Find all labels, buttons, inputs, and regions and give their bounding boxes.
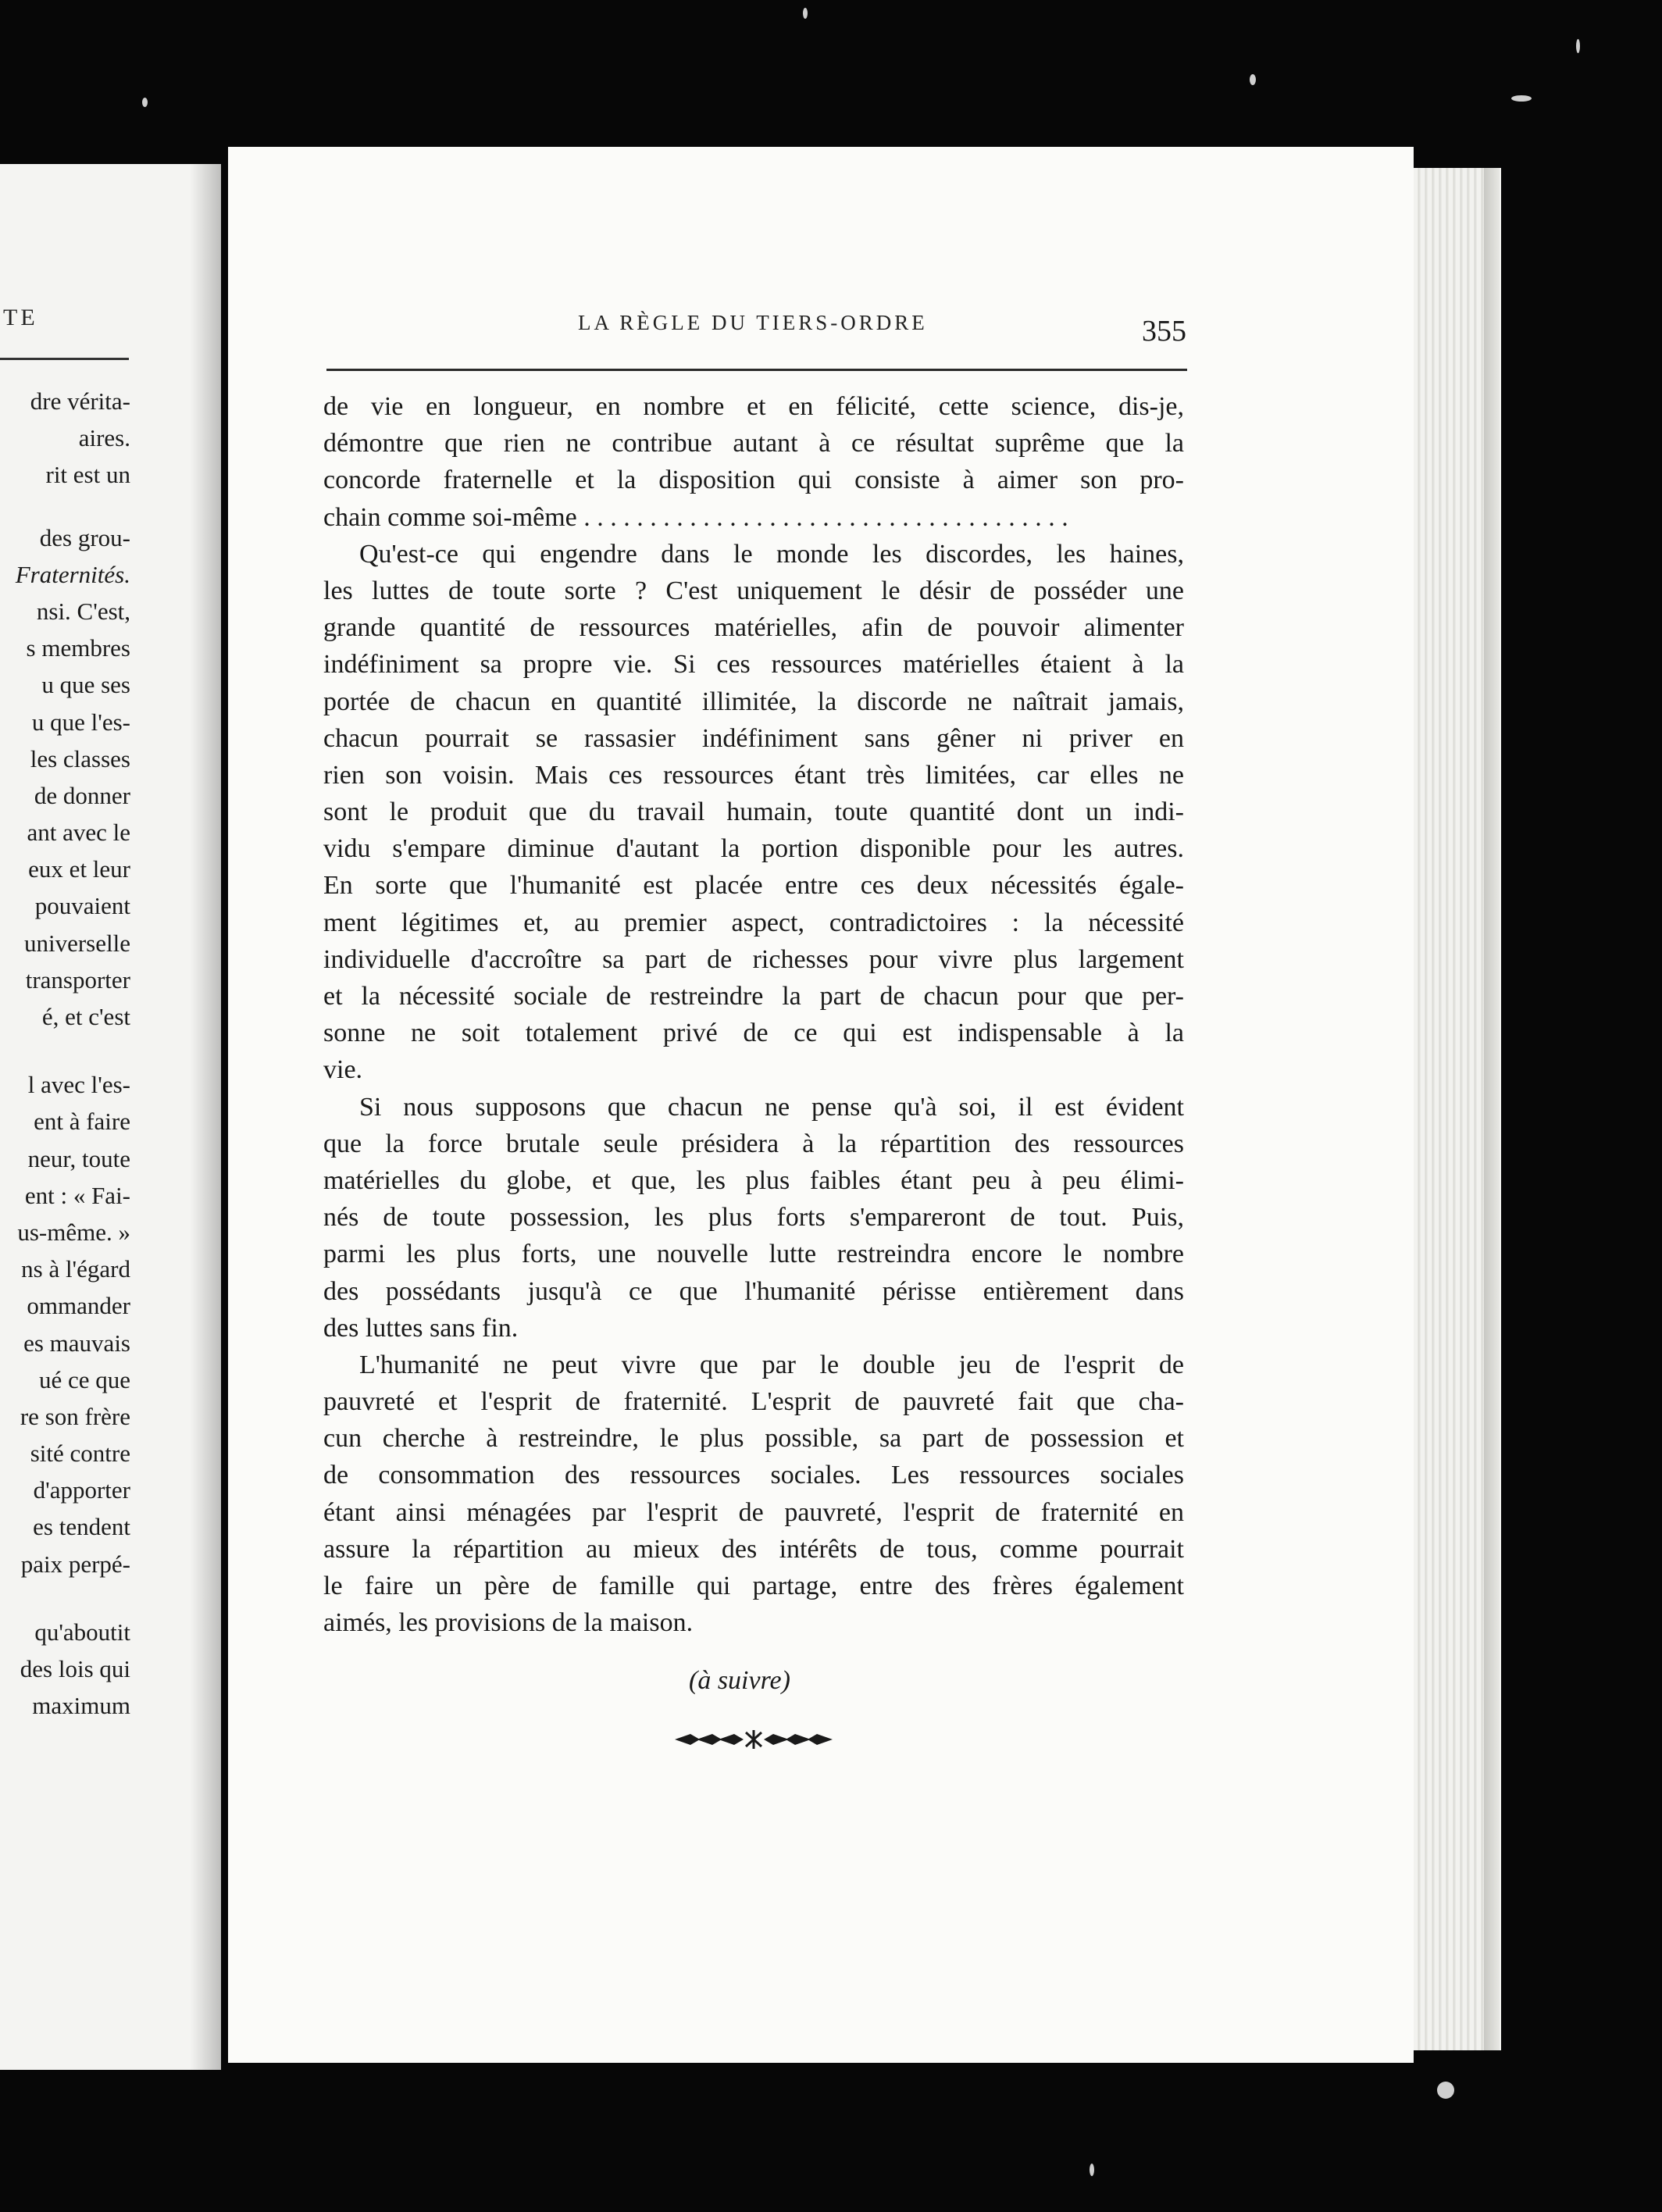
left-text-line: universelle [23,929,130,957]
to-be-continued: (à suivre) [689,1666,790,1695]
text-line: aimés, les provisions de la maison. [323,1608,694,1638]
header-rule [326,369,1187,371]
left-text-line: é, et c'est [41,1003,130,1030]
left-text-line: transporter [25,965,130,994]
left-header-rule [0,358,129,360]
left-text-line: rit est un [45,461,130,489]
text-line: des possédants jusqu'à ce que l'humanité périsse entièrement dans [323,1276,1184,1306]
text-line: indéfiniment sa propre vie. Si ces ressources matérielles étaient à la [323,650,1184,680]
left-text-line: u que l'es- [31,708,130,736]
dust-speck [803,8,808,19]
left-page [0,164,221,2070]
text-line: En sorte que l'humanité est placée entre ces deux nécessités égale- [323,871,1184,901]
page-number: 355 [1142,315,1186,348]
left-text-line: ns à l'égard [21,1255,130,1283]
left-text-line: des grou- [39,523,130,551]
left-text-line: s membres [26,634,130,662]
left-text-line: nsi. C'est, [36,597,130,625]
dust-speck [1250,74,1256,85]
left-text-line: u que ses [41,671,130,699]
left-text-line: paix perpé- [20,1550,130,1578]
text-line: individuelle d'accroître sa part de richesses pour vivre plus largement [323,944,1184,974]
text-line: parmi les plus forts, une nouvelle lutte restreindra encore le nombre [323,1240,1184,1269]
dust-speck [1576,39,1580,53]
left-text-line: neur, toute [27,1144,130,1172]
text-line: chain comme soi-même . . . . . . . . . . . . . . . . . . . . . . . . . . . . . . . . . . . . . [323,502,1068,532]
left-text-line [0,1582,130,1614]
left-text-line: re son frère [20,1402,130,1430]
text-line: et la nécessité sociale de restreindre la part de chacun pour que per- [323,982,1184,1011]
left-text-line: ent à faire [34,1108,130,1136]
text-line: de consommation des ressources sociales. Les ressources sociales [323,1461,1184,1490]
text-line: vie. [323,1055,363,1085]
left-text-line: des lois qui [20,1655,130,1682]
left-text-line: ommander [27,1292,130,1320]
left-page-text [0,383,130,1724]
text-line: assure la répartition au mieux des intérêts de tous, comme pourrait [323,1534,1184,1564]
left-text-line: aires. [78,424,130,452]
text-line: de vie en longueur, en nombre et en félicité, cette science, dis-je, [323,392,1184,421]
dust-speck [1511,95,1532,102]
text-line: que la force brutale seule présidera à la répartition des ressources [323,1129,1184,1158]
left-text-line: l avec l'es- [27,1071,130,1099]
dust-speck [1437,2082,1454,2099]
text-line: cun cherche à restreindre, le plus possible, sa part de possession et [323,1424,1184,1454]
left-text-line: sité contre [30,1440,130,1468]
text-line: pauvreté et l'esprit de fraternité. L'esprit de pauvreté fait que cha- [323,1387,1184,1417]
left-text-line: les classes [30,744,130,772]
left-text-line: qu'aboutit [34,1618,130,1646]
ornament-divider [673,1728,834,1751]
text-line: matérielles du globe, et que, les plus faibles étant peu à peu élimi- [323,1165,1184,1195]
left-text-line: ué ce que [38,1365,130,1393]
left-text-line: d'apporter [33,1476,130,1504]
left-text-line: eux et leur [28,855,130,883]
text-line: vidu s'empare diminue d'autant la portion disponible pour les autres. [323,834,1184,864]
left-text-line: Fraternités. [15,560,130,588]
paragraph-first-line: Si nous supposons que chacun ne pense qu'à soi, il est évident [359,1092,1184,1122]
text-line: grande quantité de ressources matérielles, afin de pouvoir alimenter [323,613,1184,643]
left-text-line: us-même. » [17,1218,130,1246]
paragraph-first-line: L'humanité ne peut vivre que par le double jeu de l'esprit de [359,1350,1184,1379]
gutter-shadow [190,164,221,2070]
body-text [323,388,1184,1641]
text-line: nés de toute possession, les plus forts s'empareront de tout. Puis, [323,1203,1184,1233]
text-line: concorde fraternelle et la disposition qui consiste à aimer son pro- [323,466,1184,495]
text-line: étant ainsi ménagées par l'esprit de pauvreté, l'esprit de fraternité en [323,1497,1184,1527]
text-line: sonne ne soit totalement privé de ce qui est indispensable à la [323,1019,1184,1048]
text-line: le faire un père de famille qui partage, entre des frères également [323,1572,1184,1600]
paragraph-first-line: Qu'est-ce qui engendre dans le monde les discordes, les haines, [359,539,1184,569]
text-line: chacun pourrait se rassasier indéfiniment sans gêner ni priver en [323,723,1184,753]
text-line: portée de chacun en quantité illimitée, la discorde ne naîtrait jamais, [323,687,1184,716]
left-text-line [0,494,130,519]
text-line: des luttes sans fin. [323,1313,519,1343]
left-text-line: maximum [32,1692,130,1720]
running-head: LA RÈGLE DU TIERS-ORDRE [578,311,928,334]
left-text-line: pouvaient [34,892,130,920]
left-text-line: de donner [34,781,130,809]
book-edge-shadow [1484,168,1500,2050]
left-text-line [0,1035,130,1066]
text-line: les luttes de toute sorte ? C'est uniquement le désir de posséder une [323,576,1184,605]
left-text-line: es tendent [33,1513,130,1541]
text-line: démontre que rien ne contribue autant à ce résultat suprême que la [323,429,1184,458]
text-line: ment légitimes et, au premier aspect, contradictoires : la nécessité [323,908,1184,937]
left-running-head: TE [3,305,38,330]
left-text-line: ant avec le [27,819,130,847]
left-text-line: es mauvais [23,1329,130,1357]
dust-speck [142,98,148,107]
left-text-line: ent : « Fai- [24,1181,130,1209]
left-text-line: dre vérita- [30,387,130,415]
text-line: sont le produit que du travail humain, toute quantité dont un indi- [323,797,1184,827]
dust-speck [1090,2164,1094,2176]
text-line: rien son voisin. Mais ces ressources étant très limitées, car elles ne [323,760,1184,790]
